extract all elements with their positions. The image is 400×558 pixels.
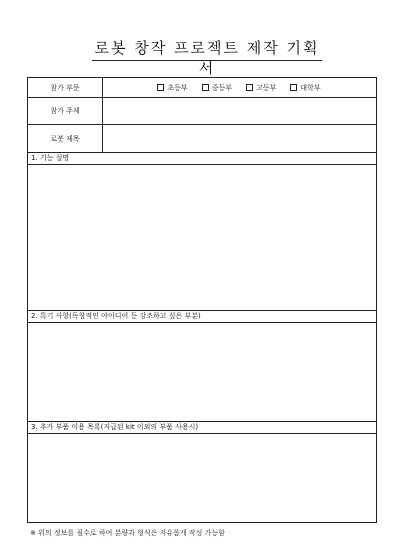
section-2-body[interactable] <box>28 323 376 422</box>
footnote: ※ 위의 정보를 필수로 하여 분량과 형식은 자유롭게 작성 가능함 <box>30 529 225 537</box>
robot-name-field[interactable] <box>102 125 376 152</box>
robot-name-label: 로봇 제목 <box>28 125 103 152</box>
option-high[interactable]: 고등부 <box>246 83 276 93</box>
division-options <box>102 78 376 97</box>
checkbox-icon[interactable] <box>202 84 209 91</box>
section-2-heading: 2. 특기 사항(독창적인 아이디어 등 강조하고 싶은 부분) <box>28 311 376 323</box>
section-3-heading: 3. 추가 부품 이용 목록(지급된 kit 이외의 부품 사용시) <box>28 422 376 434</box>
option-university[interactable]: 대학부 <box>290 83 320 93</box>
theme-label: 참가 주제 <box>28 98 103 124</box>
robot-name-row <box>28 125 376 153</box>
checkbox-icon[interactable] <box>157 84 164 91</box>
checkbox-icon[interactable] <box>246 84 253 91</box>
division-row <box>28 78 376 98</box>
option-elementary[interactable]: 초등부 <box>157 83 187 93</box>
section-1-body[interactable] <box>28 165 376 311</box>
division-label: 참가 부문 <box>28 78 103 97</box>
theme-row <box>28 98 376 125</box>
application-form <box>27 77 377 523</box>
section-3-body[interactable] <box>28 434 376 522</box>
document-title: 로봇 창작 프로젝트 제작 기획서 <box>92 38 322 61</box>
checkbox-icon[interactable] <box>290 84 297 91</box>
theme-field[interactable] <box>102 98 376 124</box>
option-middle[interactable]: 중등부 <box>202 83 232 93</box>
section-1-heading: 1. 기능 설명 <box>28 153 376 165</box>
